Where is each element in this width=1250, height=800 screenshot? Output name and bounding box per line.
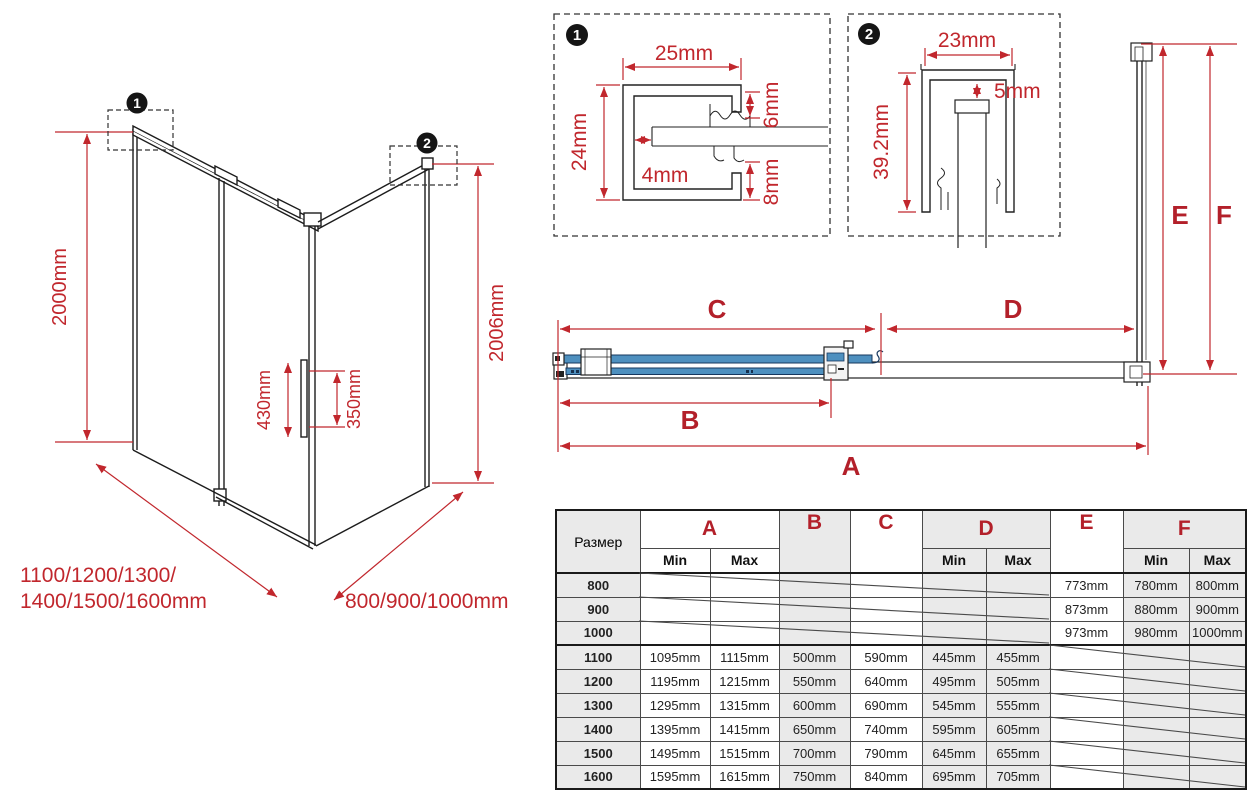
table-cell bbox=[850, 597, 922, 621]
dim-39mm: 39.2mm bbox=[870, 104, 893, 180]
table-cell bbox=[850, 573, 922, 597]
wall-bracket bbox=[581, 349, 611, 375]
detail-1-number: 1 bbox=[572, 27, 582, 44]
table-cell: 545mm bbox=[922, 693, 986, 717]
table-cell bbox=[779, 573, 850, 597]
table-row bbox=[556, 765, 1246, 789]
dim-24mm: 24mm bbox=[568, 112, 591, 172]
table-cell: 455mm bbox=[986, 645, 1050, 669]
table-cell: 700mm bbox=[779, 741, 850, 765]
dim-8mm: 8mm bbox=[760, 158, 783, 206]
detail-2-number: 2 bbox=[864, 26, 874, 43]
table-cell bbox=[1050, 669, 1123, 693]
table-cell bbox=[1123, 741, 1189, 765]
plan-view-drawing bbox=[540, 0, 1250, 505]
table-cell: 1595mm bbox=[640, 765, 710, 789]
table-cell: 1515mm bbox=[710, 741, 779, 765]
table-cell bbox=[1123, 717, 1189, 741]
table-cell: 1415mm bbox=[710, 717, 779, 741]
handle-dim-right-label: 350mm bbox=[344, 368, 364, 430]
table-row bbox=[556, 741, 1246, 765]
table-cell: 1495mm bbox=[640, 741, 710, 765]
table-cell: 773mm bbox=[1050, 573, 1123, 597]
table-cell bbox=[710, 597, 779, 621]
table-cell bbox=[1189, 645, 1246, 669]
table-row bbox=[556, 717, 1246, 741]
callout-2-number: 2 bbox=[423, 135, 431, 151]
row-size-label: 1000 bbox=[556, 621, 640, 645]
table-cell: 840mm bbox=[850, 765, 922, 789]
enclosure-structure bbox=[133, 126, 433, 549]
table-cell bbox=[1123, 645, 1189, 669]
dim-5mm: 5mm bbox=[994, 80, 1041, 103]
dim-4mm: 4mm bbox=[641, 164, 689, 187]
table-cell: 645mm bbox=[922, 741, 986, 765]
front-width-label-line2: 1400/1500/1600mm bbox=[20, 590, 207, 613]
table-cell: 1095mm bbox=[640, 645, 710, 669]
dim-f-label: F bbox=[1216, 200, 1232, 230]
detail-callouts bbox=[108, 93, 457, 186]
table-cell: 655mm bbox=[986, 741, 1050, 765]
table-cell: 505mm bbox=[986, 669, 1050, 693]
table-cell: 750mm bbox=[779, 765, 850, 789]
table-cell: 590mm bbox=[850, 645, 922, 669]
d-min-header: Min bbox=[922, 548, 986, 573]
table-cell bbox=[922, 621, 986, 645]
table-cell: 695mm bbox=[922, 765, 986, 789]
table-cell bbox=[640, 597, 710, 621]
table-cell bbox=[1123, 693, 1189, 717]
row-size-label: 1300 bbox=[556, 693, 640, 717]
table-cell bbox=[710, 573, 779, 597]
table-cell: 1295mm bbox=[640, 693, 710, 717]
callout-1-number: 1 bbox=[133, 95, 141, 111]
table-cell bbox=[779, 597, 850, 621]
dim-25mm: 25mm bbox=[654, 42, 714, 65]
table-cell: 780mm bbox=[1123, 573, 1189, 597]
table-cell bbox=[1050, 717, 1123, 741]
f-max-header: Max bbox=[1189, 548, 1246, 573]
table-cell bbox=[922, 573, 986, 597]
column-e-header: E bbox=[1050, 510, 1123, 573]
table-cell bbox=[1189, 669, 1246, 693]
table-cell: 790mm bbox=[850, 741, 922, 765]
table-cell bbox=[922, 597, 986, 621]
column-a-header: A bbox=[640, 510, 779, 548]
side-width-label: 800/900/1000mm bbox=[345, 590, 509, 613]
table-cell: 595mm bbox=[922, 717, 986, 741]
roller-housing bbox=[824, 347, 848, 380]
table-row bbox=[556, 645, 1246, 669]
isometric-enclosure-drawing bbox=[0, 0, 555, 660]
column-d-header: D bbox=[922, 510, 1050, 548]
table-row bbox=[556, 597, 1246, 621]
table-cell: 973mm bbox=[1050, 621, 1123, 645]
table-cell: 705mm bbox=[986, 765, 1050, 789]
table-row bbox=[556, 693, 1246, 717]
dim-23mm: 23mm bbox=[937, 29, 997, 52]
d-max-header: Max bbox=[986, 548, 1050, 573]
table-cell: 650mm bbox=[779, 717, 850, 741]
table-cell bbox=[1123, 669, 1189, 693]
table-cell bbox=[640, 573, 710, 597]
dim-b-label: B bbox=[680, 405, 700, 435]
table-cell bbox=[1189, 717, 1246, 741]
table-cell: 495mm bbox=[922, 669, 986, 693]
table-cell: 740mm bbox=[850, 717, 922, 741]
row-size-label: 1100 bbox=[556, 645, 640, 669]
table-cell: 873mm bbox=[1050, 597, 1123, 621]
table-cell: 640mm bbox=[850, 669, 922, 693]
height-right-label: 2006mm bbox=[486, 284, 508, 362]
row-size-label: 1500 bbox=[556, 741, 640, 765]
table-cell bbox=[779, 621, 850, 645]
iso-dimension-labels bbox=[20, 248, 508, 613]
table-cell bbox=[1050, 741, 1123, 765]
table-cell: 445mm bbox=[922, 645, 986, 669]
door-handle bbox=[301, 360, 307, 437]
table-cell: 880mm bbox=[1123, 597, 1189, 621]
size-column-header: Размер bbox=[556, 510, 640, 573]
plan-dimension-labels bbox=[681, 200, 1232, 481]
row-size-label: 1400 bbox=[556, 717, 640, 741]
table-cell: 550mm bbox=[779, 669, 850, 693]
table-cell bbox=[1050, 765, 1123, 789]
a-max-header: Max bbox=[710, 548, 779, 573]
size-table-container bbox=[555, 509, 1245, 790]
table-cell bbox=[1189, 693, 1246, 717]
table-cell: 1395mm bbox=[640, 717, 710, 741]
table-cell: 690mm bbox=[850, 693, 922, 717]
table-cell: 1615mm bbox=[710, 765, 779, 789]
dim-6mm: 6mm bbox=[760, 81, 783, 129]
table-body bbox=[556, 573, 1246, 789]
row-size-label: 900 bbox=[556, 597, 640, 621]
table-cell bbox=[1123, 765, 1189, 789]
table-row bbox=[556, 621, 1246, 645]
table-cell bbox=[1050, 645, 1123, 669]
dim-a-label: A bbox=[841, 451, 861, 481]
table-row bbox=[556, 573, 1246, 597]
table-cell: 1115mm bbox=[710, 645, 779, 669]
row-size-label: 1200 bbox=[556, 669, 640, 693]
plan-dimensions bbox=[558, 44, 1237, 455]
row-size-label: 800 bbox=[556, 573, 640, 597]
table-cell: 605mm bbox=[986, 717, 1050, 741]
plan-structure bbox=[553, 43, 1152, 386]
table-cell bbox=[850, 621, 922, 645]
table-cell: 900mm bbox=[1189, 597, 1246, 621]
table-cell bbox=[1050, 693, 1123, 717]
table-row bbox=[556, 669, 1246, 693]
table-cell bbox=[710, 621, 779, 645]
table-cell bbox=[1189, 765, 1246, 789]
f-min-header: Min bbox=[1123, 548, 1189, 573]
table-cell: 555mm bbox=[986, 693, 1050, 717]
column-c-header: C bbox=[850, 510, 922, 573]
table-cell bbox=[986, 573, 1050, 597]
table-cell: 500mm bbox=[779, 645, 850, 669]
handle-dim-left-label: 430mm bbox=[254, 369, 274, 431]
side-panel-edge bbox=[1137, 44, 1142, 386]
table-cell: 1195mm bbox=[640, 669, 710, 693]
dim-c-label: C bbox=[707, 294, 727, 324]
column-b-header: B bbox=[779, 510, 850, 573]
column-f-header: F bbox=[1123, 510, 1246, 548]
a-min-header: Min bbox=[640, 548, 710, 573]
dim-d-label: D bbox=[1003, 294, 1023, 324]
row-size-label: 1600 bbox=[556, 765, 640, 789]
dim-e-label: E bbox=[1171, 200, 1189, 230]
table-cell bbox=[986, 621, 1050, 645]
table-cell: 980mm bbox=[1123, 621, 1189, 645]
table-cell bbox=[986, 597, 1050, 621]
front-width-label-line1: 1100/1200/1300/ bbox=[20, 564, 177, 587]
table-cell: 600mm bbox=[779, 693, 850, 717]
table-cell bbox=[640, 621, 710, 645]
table-cell bbox=[1189, 741, 1246, 765]
table-cell: 1315mm bbox=[710, 693, 779, 717]
size-table bbox=[555, 509, 1247, 790]
table-cell: 1000mm bbox=[1189, 621, 1246, 645]
table-cell: 1215mm bbox=[710, 669, 779, 693]
height-left-label: 2000mm bbox=[49, 248, 71, 326]
table-cell: 800mm bbox=[1189, 573, 1246, 597]
